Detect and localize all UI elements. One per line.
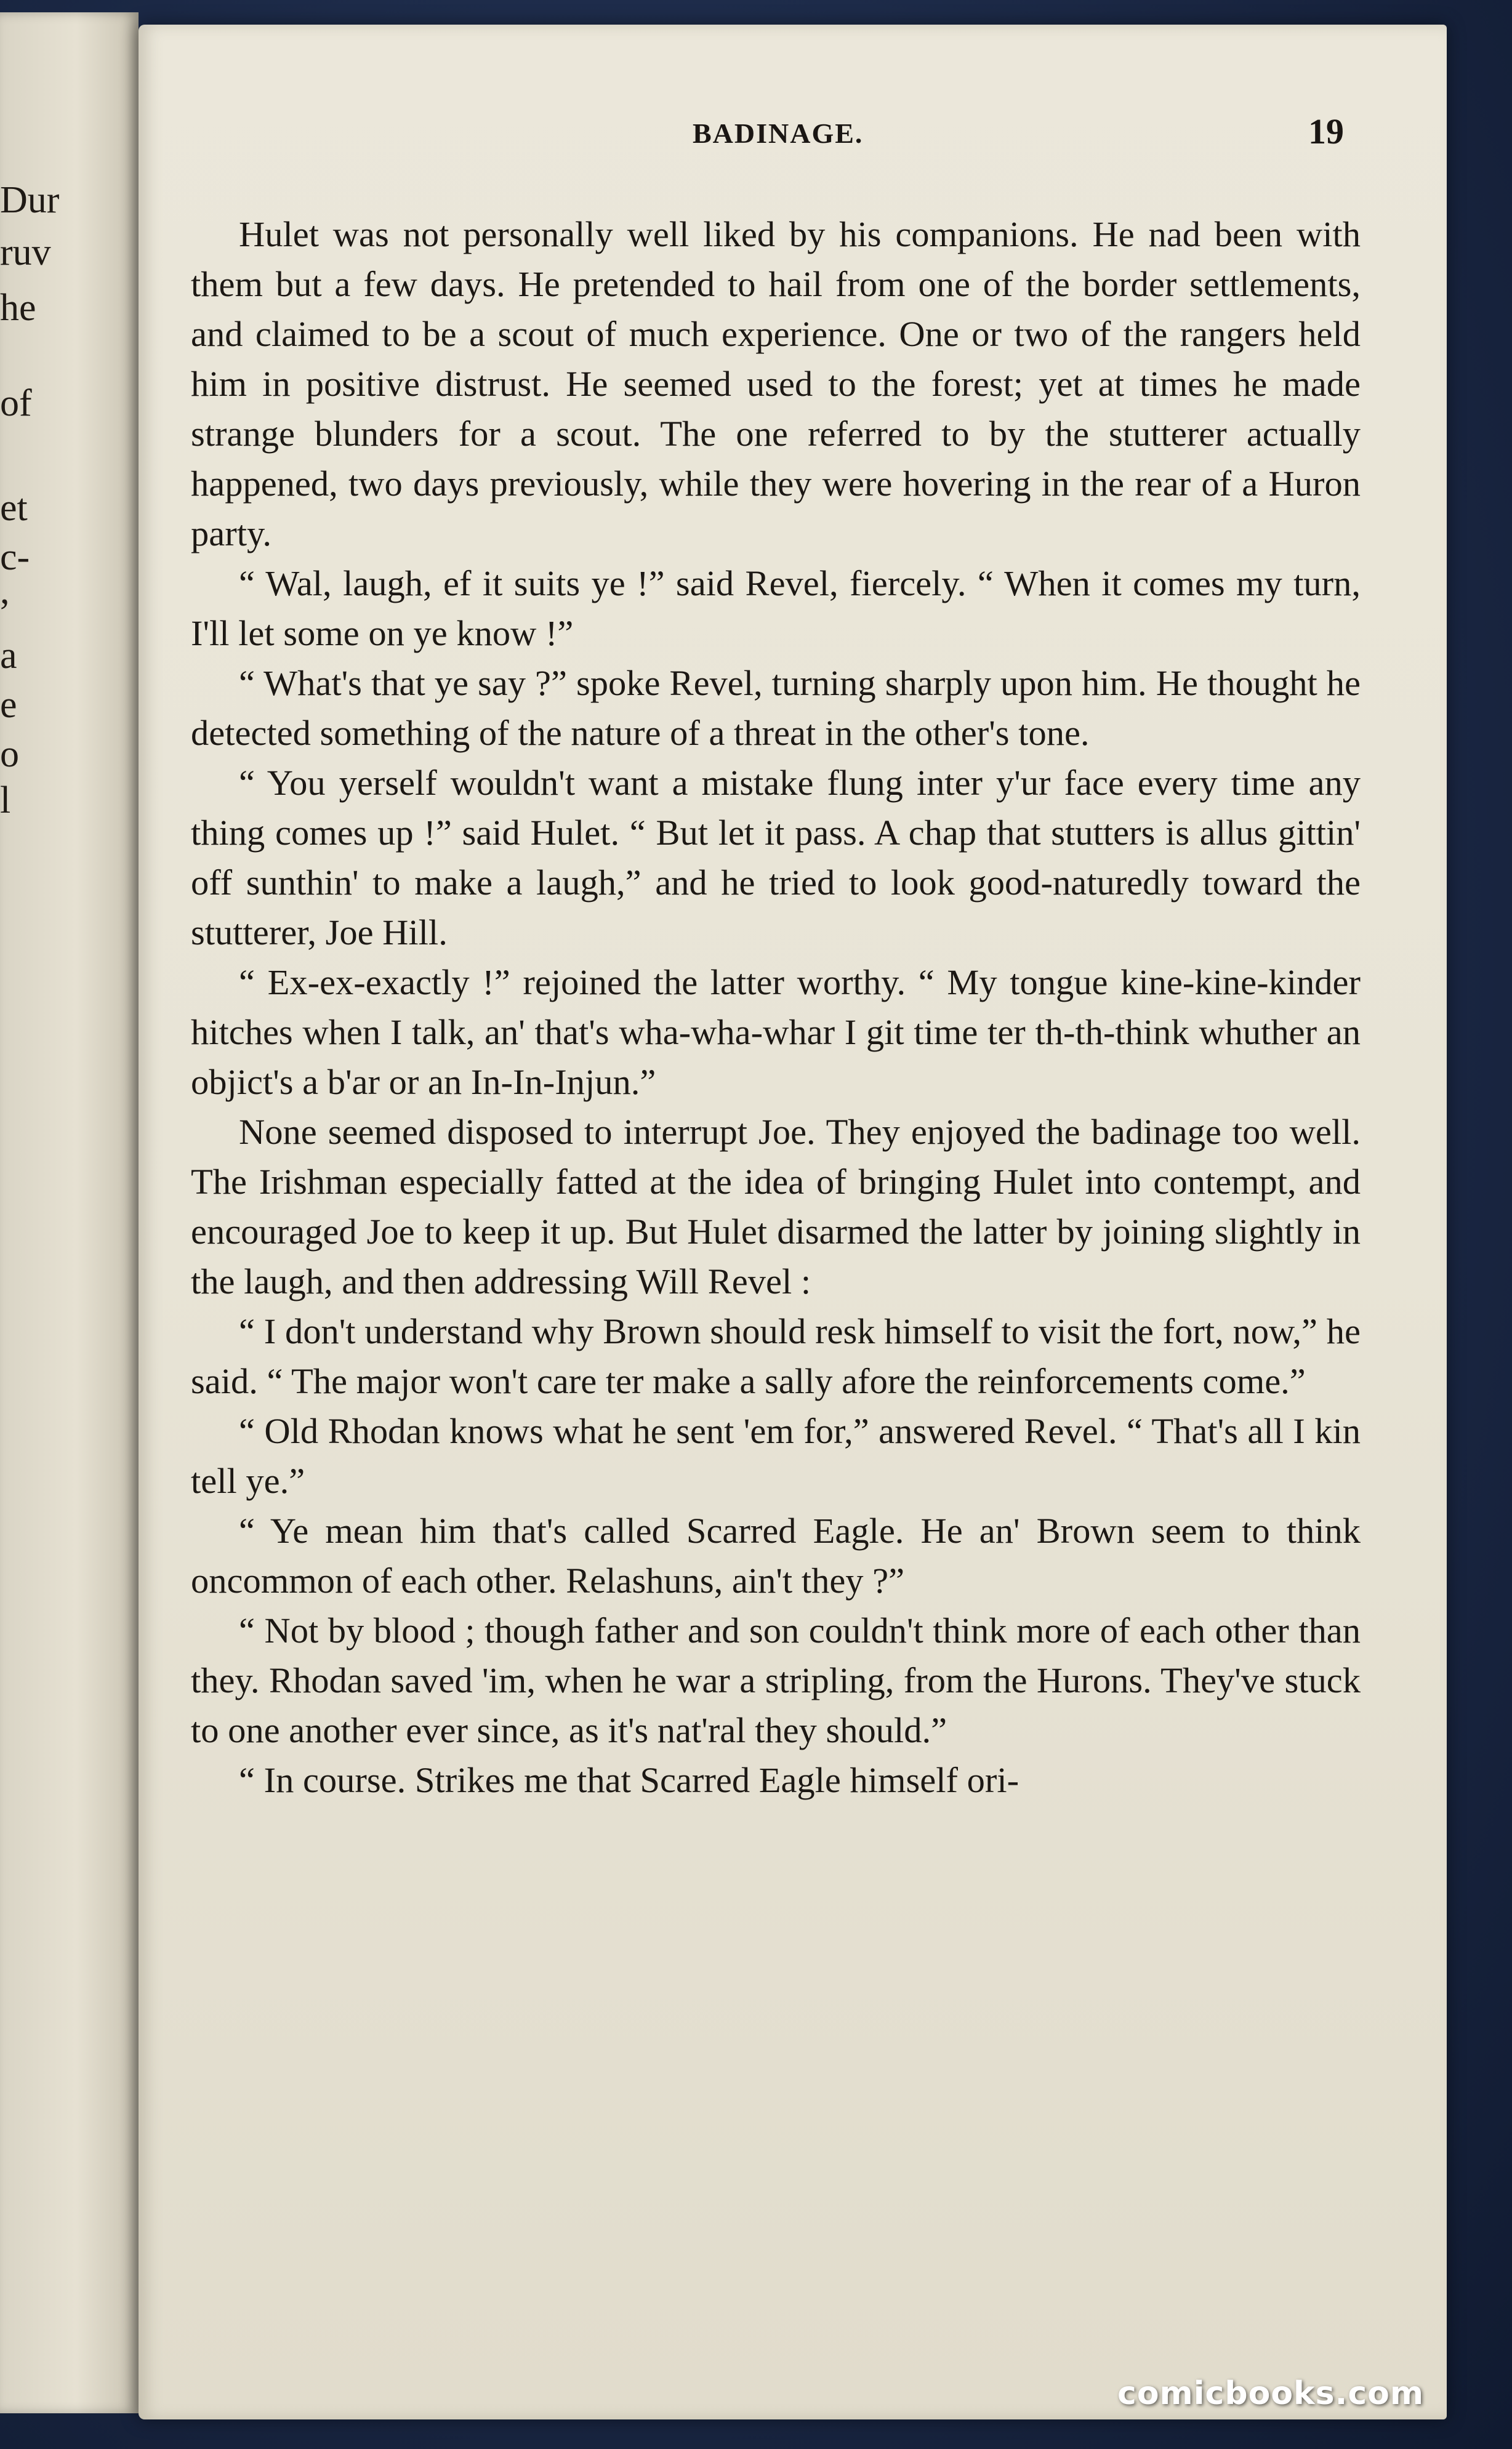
prev-page-fragment: e [0, 684, 17, 726]
previous-page-edge [0, 12, 139, 2413]
body-text [191, 209, 1361, 1805]
prev-page-fragment: , [0, 570, 10, 612]
prev-page-fragment: ruv [0, 231, 51, 273]
prev-page-fragment: c- [0, 536, 30, 578]
watermark: comicbooks.com [1117, 2375, 1425, 2412]
running-head: BADINAGE. [693, 118, 864, 149]
prev-page-fragment: a [0, 635, 17, 677]
paragraph: None seemed disposed to interrupt Joe. They enjoyed the badinage too well. The Irishman especially fatted at the idea of bringing Hulet into contempt, and encouraged Joe to keep it up. But Hulet disarmed the latter by joining slightly in the laugh, and then addressing Will Revel : [191, 1112, 1361, 1301]
paragraph: “ I don't understand why Brown should resk himself to visit the fort, now,” he said. “ The major won't care ter make a sally afore the reinforcements come.” [191, 1311, 1361, 1401]
paragraph: “ Ex-ex-exactly !” rejoined the latter worthy. “ My tongue kine-kine-kinder hitches when I talk, an' that's wha-wha-whar I git time ter th-th-think whuther an objict's a b'ar or an In-In-Injun.” [191, 962, 1361, 1102]
prev-page-fragment: of [0, 382, 32, 424]
book-page [139, 25, 1447, 2419]
paragraph: “ Not by blood ; though father and son couldn't think more of each other than they. Rhodan saved 'im, when he war a stripling, from the Hurons. They've stuck to one another ever since, as it's nat'ral they should.” [191, 1611, 1361, 1750]
paragraph: “ Wal, laugh, ef it suits ye !” said Revel, fiercely. “ When it comes my turn, I'll let some on ye know !” [191, 563, 1361, 653]
prev-page-fragment: l [0, 779, 11, 821]
prev-page-fragment: o [0, 733, 19, 775]
prev-page-fragment: he [0, 287, 36, 329]
paragraph: “ You yerself wouldn't want a mistake flung inter y'ur face every time any thing comes up !” said Hulet. “ But let it pass. A chap that stutters is allus gittin' off sunthin' to make a laugh,” and he tried to look good-naturedly toward the stutterer, Joe Hill. [191, 763, 1361, 952]
prev-page-fragment: et [0, 487, 28, 529]
paragraph: “ What's that ye say ?” spoke Revel, turning sharply upon him. He thought he detected something of the nature of a threat in the other's tone. [191, 663, 1361, 753]
paragraph: “ In course. Strikes me that Scarred Eagle himself ori- [239, 1760, 1019, 1800]
paragraph: “ Old Rhodan knows what he sent 'em for,” answered Revel. “ That's all I kin tell ye.” [191, 1411, 1361, 1501]
page-number: 19 [1308, 111, 1344, 151]
prev-page-fragment: Dur [0, 179, 60, 221]
paragraph: “ Ye mean him that's called Scarred Eagle. He an' Brown seem to think oncommon of each other. Relashuns, ain't they ?” [191, 1511, 1361, 1601]
paragraph: Hulet was not personally well liked by his companions. He nad been with them but a few days. He pretended to hail from one of the border settlements, and claimed to be a scout of much experience. One or two of the rangers held him in positive distrust. He seemed used to the forest; yet at times he made strange blunders for a scout. The one referred to by the stutterer actually happened, two days previously, while they were hovering in the rear of a Huron party. [191, 214, 1361, 553]
